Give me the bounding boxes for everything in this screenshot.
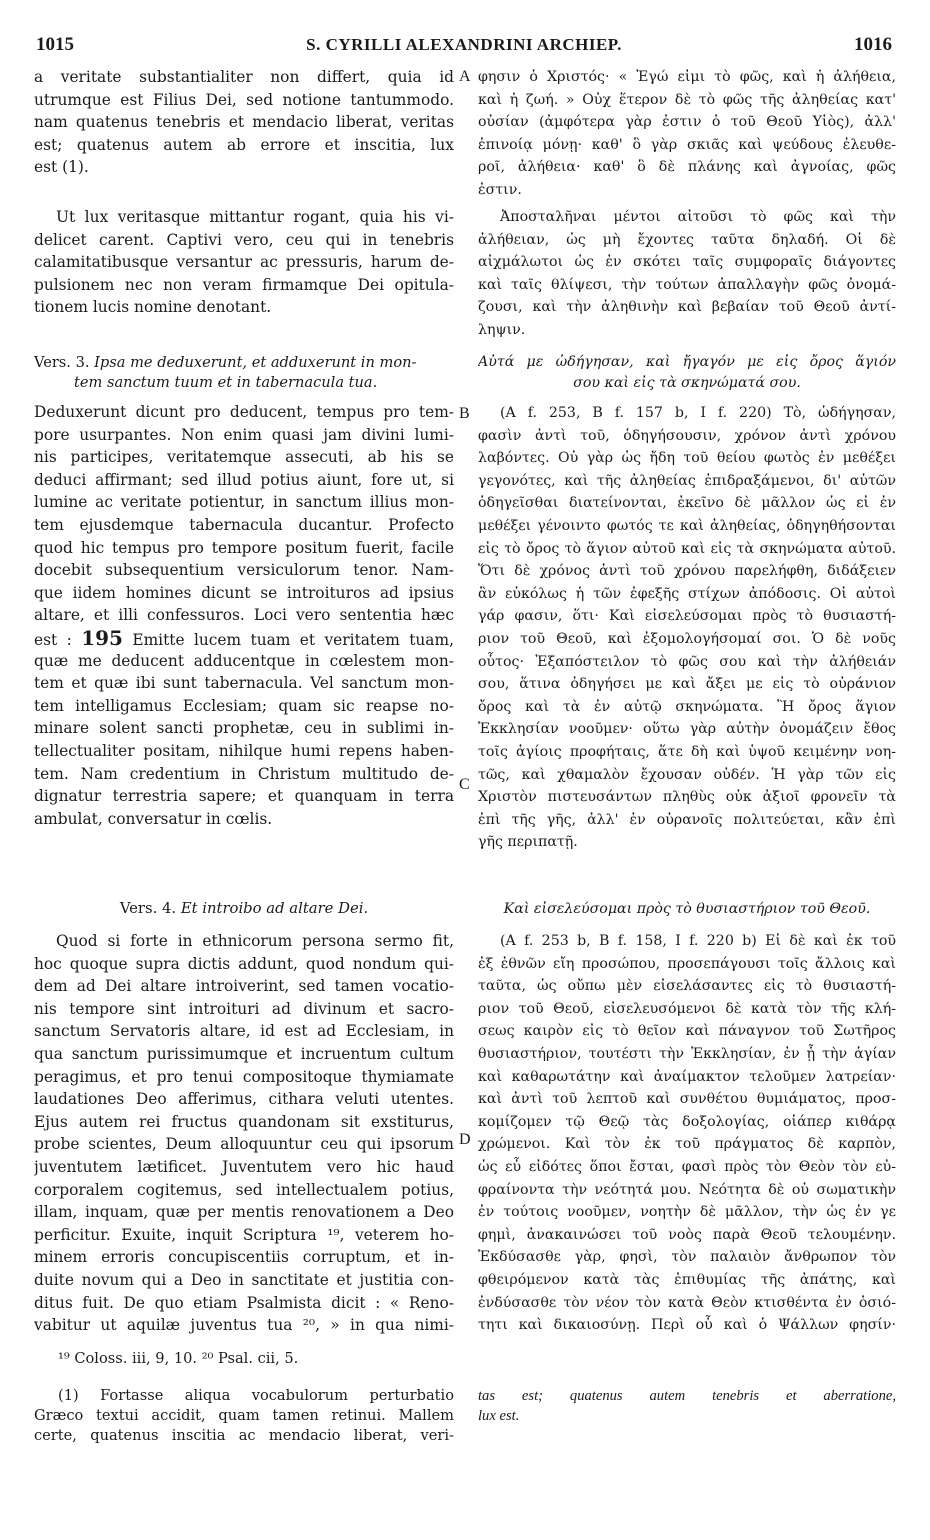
verse-text: Et introibo ad altare Dei. — [180, 900, 369, 917]
text-line: quod hic tempus pro tempore positum fuerit, facile — [34, 538, 454, 557]
text-line: illam, inquam, quæ per mentis renovationem a Deo — [34, 1203, 454, 1222]
text-line: nis participes, veritatemque assecuti, ab his se — [34, 448, 454, 467]
footnote-line: Græco textui accidit, quam tamen retinui. Mallem — [34, 1407, 454, 1424]
text-line: φθειρόμενον κατὰ τὰς ἐπιθυμίας τῆς ἀπάτης, καὶ — [478, 1271, 896, 1288]
text-line: hoc quoque supra dictis addunt, quod nondum qui- — [34, 954, 454, 973]
text-line: tem et quæ ibi sunt tabernacula. Vel sanctum mon- — [34, 674, 454, 693]
latin-paragraph — [34, 401, 454, 830]
text-line: οὐσίαν (ἀμφότερα γὰρ ἐστιν ὁ τοῦ Θεοῦ Υἱὸς), ἀλλ' — [478, 114, 896, 131]
greek-paragraph — [478, 930, 896, 1337]
text-line: Ἐκδύσασθε γὰρ, φησὶ, τὸν παλαιὸν ἄνθρωπον τὸν — [478, 1249, 896, 1266]
text-line: nis tempore sint introituri ad divinum et sacro- — [34, 999, 454, 1018]
text-line: ὄρος καὶ τὰ ἐν αὐτῷ σκηνώματα. Ἢ ὄρος ἅγιον — [478, 698, 896, 715]
greek-paragraph — [478, 206, 896, 342]
latin-paragraph — [34, 930, 454, 1337]
greek-paragraph — [478, 402, 896, 854]
text-line: delicet carent. Captivi vero, ceu qui in tenebris — [34, 230, 454, 249]
text-line: αἰχμάλωτοι ὡς ἐν σκότει ταῖς συμφοραῖς διάγοντες — [478, 254, 896, 271]
text-line: corporalem cogitemus, sed intellectualem potius, — [34, 1180, 454, 1199]
text-line: quæ me deducent adducentque in cœlestem mon- — [34, 651, 454, 670]
text-line: τῶς, καὶ χθαμαλὸν ἔχουσαν οὐδέν. Ἡ γὰρ τῶν εἰς — [478, 766, 896, 783]
text-line — [34, 627, 454, 650]
verse-label: Vers. 4. — [119, 900, 177, 917]
text-line: est; quatenus autem ab errore et inscitia, lux — [34, 135, 454, 154]
text-line: ἂν εὐκόλως ἡ τῶν ἐφεξῆς στίχων ἀπόδοσις. Οἱ αὐτοὶ — [478, 585, 896, 602]
text-line: Ut lux veritasque mittantur rogant, quia his vi- — [56, 208, 454, 226]
text-line: Quod si forte in ethnicorum persona sermo fit, — [56, 932, 454, 950]
margin-letter-a: A — [459, 68, 471, 85]
text-line: μεθέξει γένοιντο φωτός τε καὶ ἀληθείας, ὁδηγηθήσονται — [478, 517, 896, 534]
verse-text: σου καὶ εἰς τὰ σκηνώματά σου. — [573, 374, 801, 391]
text-line: lumine ac veritate potientur, in sanctum illius mon- — [34, 493, 454, 512]
margin-letter-d: D — [459, 1131, 471, 1148]
text-line: γάρ φασιν, ὅτι· Καὶ εἰσελεύσομαι πρὸς τὸ θυσιαστή- — [478, 608, 896, 625]
verse-label: Vers. 3. — [34, 354, 90, 371]
text-line: ὡς εὖ εἰδότες ὅποι ἔσται, φασὶ πρὸς τὸν Θεὸν τὸν εὐ- — [478, 1158, 896, 1175]
verse-text: Καὶ εἰσελεύσομαι πρὸς τὸ θυσιαστήριον τοῦ Θεοῦ. — [503, 901, 871, 917]
text-line: οὗτος· Ἐξαπόστειλον τὸ φῶς σου καὶ τὴν ἀλήθειάν — [478, 653, 896, 670]
text-line: χρώμενοι. Καὶ τὸν ἐκ τοῦ πράγματος δὲ καρπὸν, — [478, 1136, 896, 1153]
text-line: (A f. 253, B f. 157 b, I f. 220) Τὸ, ὡδήγησαν, — [500, 405, 896, 421]
text-line: minem erroris concupiscentiis corruptum, et in- — [34, 1248, 454, 1267]
text-line: Ἐκκλησίαν νοοῦμεν· οὕτω γὰρ αὐτὴν ὀνομάζειν ἔθος — [478, 721, 896, 738]
text-line: φησιν ὁ Χριστός· « Ἐγώ εἰμι τὸ φῶς, καὶ ἡ ἀλήθεια, — [478, 69, 896, 85]
text-line: τητι καὶ δικαιοσύνῃ. Περὶ οὗ καὶ ὁ Ψάλλων φησίν· — [478, 1317, 896, 1334]
text-line: εἰς τὸ ὄρος τὸ ἅγιον αὐτοῦ καὶ εἰς τὰ σκηνώματα αὐτοῦ. — [478, 540, 896, 557]
text-line: γῆς περιπατῇ. — [478, 834, 578, 851]
verse-heading — [478, 351, 896, 394]
text-line: altare, et illi confessuros. Loci vero sententia hæc — [34, 606, 454, 625]
footnote-line: lux est. — [478, 1408, 520, 1424]
text-line: Ὅτι δὲ χρόνος ἀντὶ τοῦ χρόνου παρελήφθη, διδάξειεν — [478, 563, 896, 580]
text-line: σεως καιρὸν εἰς τὸ θεῖον καὶ πάναγνον τοῦ Σωτῆρος — [478, 1023, 896, 1040]
reference-line: ¹⁹ Coloss. iii, 9, 10. ²⁰ Psal. cii, 5. — [58, 1350, 299, 1367]
text-line: ληψιν. — [478, 321, 526, 338]
text-line: docebit subsequentium versiculorum tenor. Nam- — [34, 561, 454, 580]
text-line: Χριστὸν πιστευσάντων πληθὺς οὐκ ἀξιοῖ φρονεῖν τὰ — [478, 789, 896, 806]
text-line: deduci affirmant; sed illud potius aiunt, fore ut, si — [34, 470, 454, 489]
text-line: λαβόντες. Οὐ γὰρ ὡς ἤδη τοῦ θείου φωτὸς ἐν μεθέξει — [478, 450, 896, 467]
latin-paragraph — [34, 66, 454, 179]
text-line: Ejus autem rei fructus quandonam sit exstiturus, — [34, 1112, 454, 1131]
text-line: sanctum Servatoris altare, id est ad Ecclesiam, in — [34, 1022, 454, 1041]
text-line: καὶ καθαρωτάτην καὶ ἀναίμακτον τελοῦμεν λατρείαν· — [478, 1068, 896, 1085]
text-line: nam quatenus tenebris et mendacio liberat, veritas — [34, 113, 454, 132]
text-line: ριον τοῦ Θεοῦ, εἰσελευσόμενοι δὲ κατὰ τὸν τῆς κλή- — [478, 1000, 896, 1017]
text-line: γεγονότες, καὶ τῆς ἀληθείας ἐπιδραξάμενοι, δι' αὐτῶν — [478, 472, 896, 489]
text-line: pore usurpantes. Non enim quasi jam divini lumi- — [34, 425, 454, 444]
verse-text: Ipsa me deduxerunt, et adduxerunt in mon- — [94, 354, 417, 371]
text-line: a veritate substantialiter non differt, quia id — [34, 68, 454, 86]
verse-heading — [34, 898, 454, 921]
scripture-references — [34, 1348, 454, 1371]
text-line: καὶ ταῖς θλίψεσι, τὴν τούτων ἀπαλλαγὴν φῶς ὀνομά- — [478, 276, 896, 293]
text-fragment: Emitte lucem tuam et veritatem tuam, — [132, 630, 454, 649]
text-line: ταῦτα, ὡς οὔπω μὲν εἰσελάσαντες εἰς τὸ θυσιαστή- — [478, 978, 896, 995]
footnote-line: certe, quatenus inscitia ac mendacio liberat, veri- — [34, 1427, 454, 1444]
text-line: καὶ ἀντὶ τοῦ λεπτοῦ καὶ συνθέτου θυμιάματος, προσ- — [478, 1091, 896, 1108]
text-line: ἐπὶ τῆς γῆς, ἀλλ' ἐν οὐρανοῖς πολιτεύεται, κἂν ἐπὶ — [478, 811, 896, 828]
margin-letter-b: B — [459, 405, 470, 422]
text-line: ὁδηγεῖσθαι διατείνονται, ἐκεῖνο δὲ μᾶλλον ὡς εἰ ἐν — [478, 495, 896, 512]
text-line: σου, ἅτινα ὁδηγήσει με καὶ ἄξει με εἰς τὸ οὐράνιον — [478, 676, 896, 693]
text-line: θυσιαστήριον, τουτέστι τὴν Ἐκκλησίαν, ἐν ᾗ τὴν ἁγίαν — [478, 1045, 896, 1062]
text-line: φημὶ, ἀνακαινώσει τοῦ νοὸς παρὰ Θεοῦ τελουμένην. — [478, 1226, 896, 1243]
text-line: ἐστιν. — [478, 181, 522, 198]
text-line: perficitur. Exuite, inquit Scriptura ¹⁹, veterem ho- — [34, 1225, 454, 1244]
text-line: laudationes Deo afferimus, cithara veluti utentes. — [34, 1090, 454, 1109]
verse-text: Αὐτά με ὡδήγησαν, καὶ ἤγαγόν με εἰς ὄρος ἅγιόν — [478, 354, 896, 370]
text-fragment: est : — [34, 630, 72, 649]
running-title: S. CYRILLI ALEXANDRINI ARCHIEP. — [306, 35, 622, 54]
text-line: ditus fuit. De quo etiam Psalmista dicit : « Reno- — [34, 1293, 454, 1312]
text-line: (A f. 253 b, B f. 158, I f. 220 b) Εἰ δὲ καὶ ἐκ τοῦ — [500, 933, 896, 949]
text-line: κομίζομεν τῷ Θεῷ τὰς δοξολογίας, οἱάπερ κιθάρᾳ — [478, 1113, 896, 1130]
greek-paragraph — [478, 66, 896, 202]
column-number: 195 — [81, 626, 123, 650]
text-line: ριον τοῦ Θεοῦ, καὶ ἐξομολογήσομαί σοι. Ὁ δὲ νοῦς — [478, 630, 896, 647]
text-line: φασὶν ἀντὶ τοῦ, ὁδηγήσουσιν, χρόνον ἀντὶ χρόνου — [478, 427, 896, 444]
text-line: tem ejusdemque tabernacula ducantur. Profecto — [34, 515, 454, 534]
text-line: tionem lucis nomine denotant. — [34, 298, 272, 317]
text-line: est (1). — [34, 158, 89, 177]
text-line: juventutem lætificet. Juventutem vero hic haud — [34, 1157, 454, 1176]
text-line: qua sanctum purissimumque et incruentum cultum — [34, 1044, 454, 1063]
text-line: φραίνοντα τὴν νεότητά μου. Νεότητα δὲ οὐ σωματικὴν — [478, 1181, 896, 1198]
text-line: dignatur terrestria sapere; et quanquam in terra — [34, 787, 454, 806]
text-line: ἐνδύσασθε τὸν νέον τὸν κατὰ Θεὸν κτισθέντα ἐν ὁσιό- — [478, 1294, 896, 1311]
footnote — [478, 1386, 896, 1426]
page-header — [36, 34, 892, 58]
verse-heading — [34, 352, 454, 393]
footnote-line: tas est; quatenus autem tenebris et aberratione, — [478, 1388, 896, 1404]
text-line: peragimus, et pro tenui compositoque thymiamate — [34, 1067, 454, 1086]
page-number-left: 1015 — [36, 34, 74, 55]
text-line: tellectualiter positam, nihilque humi repens haben- — [34, 741, 454, 760]
text-line: minare solent sancti prophetæ, ceu in sublimi in- — [34, 719, 454, 738]
text-line: tem intelligamus Ecclesiam; quam sic reapse no- — [34, 696, 454, 715]
text-line: Deduxerunt dicunt pro deducent, tempus pro tem- — [34, 403, 454, 421]
text-line: ambulat, conversatur in cœlis. — [34, 809, 273, 828]
text-line: calamitatibusque versantur ac pressuris, harum de- — [34, 253, 454, 272]
text-line: que iidem homines dicunt se introituros ad ipsius — [34, 583, 454, 602]
text-line: vabitur ut aquilæ juventus tua ²⁰, » in qua nimi- — [34, 1316, 454, 1335]
text-line: καὶ ἡ ζωή. » Οὐχ ἕτερον δὲ τὸ φῶς τῆς ἀληθείας κατ' — [478, 91, 896, 108]
verse-heading — [478, 898, 896, 921]
margin-letter-c: C — [459, 776, 470, 793]
text-line: ἀλήθειαν, ὡς μὴ ἔχοντες ταῦτα δηλαδή. Οἱ δὲ — [478, 231, 896, 248]
latin-paragraph — [34, 206, 454, 319]
page-number-right: 1016 — [854, 34, 892, 55]
text-line: ἐπινοίᾳ μόνῃ· καθ' ὃ γὰρ σκιᾶς καὶ ψεύδους ἐλευθε- — [478, 136, 896, 153]
text-line: duite novum qui a Deo in sanctitate et justitia con- — [34, 1270, 454, 1289]
text-line: ροῖ, ἀλήθεια· καθ' ὃ δὲ πλάνης καὶ ἀγνοίας, φῶς — [478, 159, 896, 176]
text-line: dem ad Dei altare introiverint, sed tamen vocatio- — [34, 977, 454, 996]
footnote — [34, 1386, 454, 1446]
footnote-line: (1) Fortasse aliqua vocabulorum perturbatio — [58, 1387, 454, 1404]
text-line: pulsionem nec non veram firmamque Dei opitula- — [34, 275, 454, 294]
text-line: ἐν τούτοις νοοῦμεν, νοητὴν δὲ μᾶλλον, τὴν ὡς ἐν γε — [478, 1204, 896, 1221]
text-line: ἐξ ἐθνῶν εἴη προσώπου, προσεπάγουσι τοῖς ἄλλοις καὶ — [478, 955, 896, 972]
text-line: probe scientes, Deum alloquuntur ceu qui ipsorum — [34, 1135, 454, 1154]
text-line: Ἀποσταλῆναι μέντοι αἰτοῦσι τὸ φῶς καὶ τὴν — [500, 209, 896, 225]
verse-text: tem sanctum tuum et in tabernacula tua. — [74, 374, 378, 391]
text-line: τοῖς ἁγίοις προφήταις, ἅτε δὴ καὶ ὑψοῦ κειμένην νοη- — [478, 743, 896, 760]
text-line: ζουσι, καὶ τὴν ἀληθινὴν καὶ βεβαίαν τοῦ Θεοῦ ἀντί- — [478, 299, 896, 316]
text-line: tem. Nam credentium in Christum multitudo de- — [34, 764, 454, 783]
text-line: utrumque est Filius Dei, sed notione tantummodo. — [34, 90, 454, 109]
